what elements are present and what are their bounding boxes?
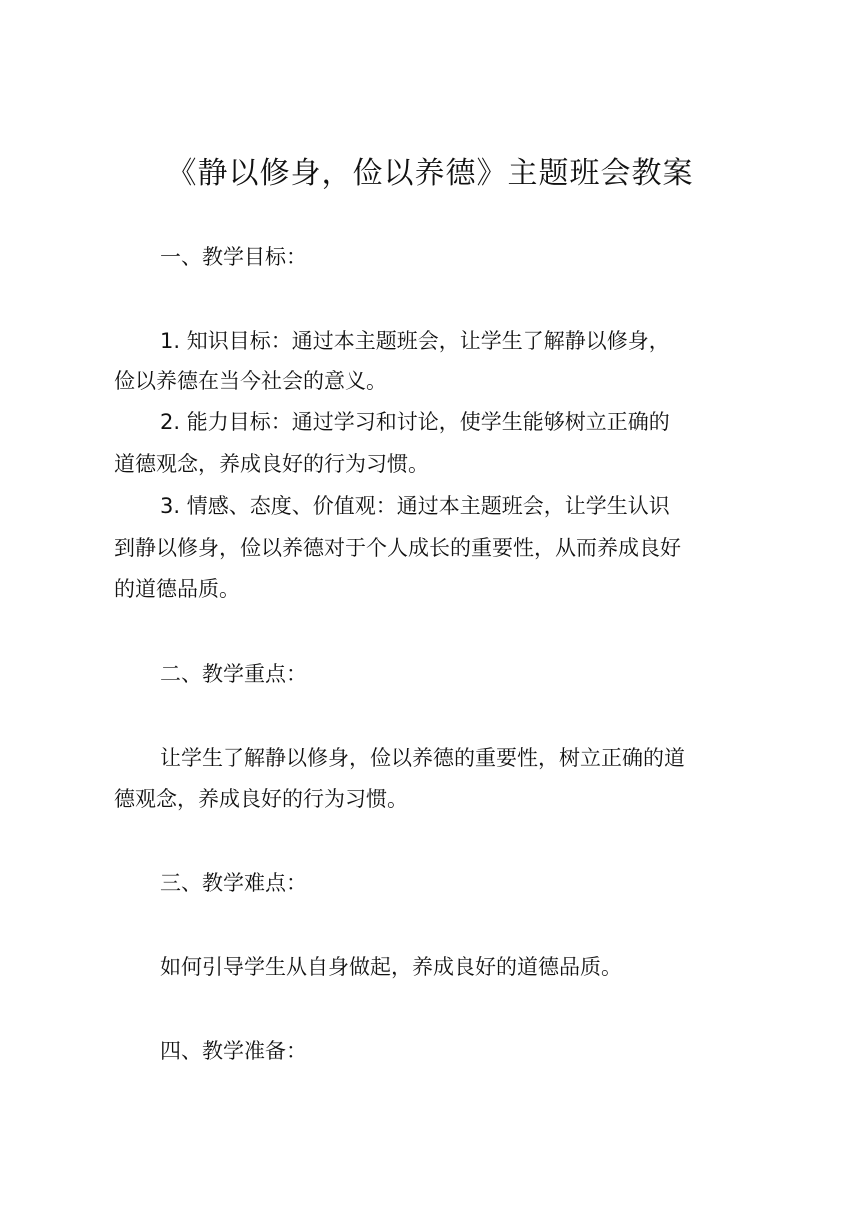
key-points-line-1: 让学生了解静以修身，俭以养德的重要性，树立正确的道 (160, 746, 685, 770)
difficulties-line-1: 如何引导学生从自身做起，养成良好的道德品质。 (160, 955, 622, 979)
section-heading-key-points: 二、教学重点： (160, 662, 307, 686)
section-heading-difficulties: 三、教学难点： (160, 871, 307, 895)
objective-2-line-1: 2. 能力目标：通过学习和讨论，使学生能够树立正确的 (160, 410, 670, 434)
objective-2-line-2: 道德观念，养成良好的行为习惯。 (114, 452, 429, 476)
objective-1-line-2: 俭以养德在当今社会的意义。 (114, 369, 387, 393)
section-heading-preparation: 四、教学准备： (160, 1039, 307, 1063)
objective-3-line-1: 3. 情感、态度、价值观：通过本主题班会，让学生认识 (160, 494, 670, 518)
document-title: 《静以修身，俭以养德》主题班会教案 (166, 156, 694, 191)
objective-3-line-3: 的道德品质。 (114, 577, 240, 601)
section-heading-objectives: 一、教学目标： (160, 245, 307, 269)
objective-1-line-1: 1. 知识目标：通过本主题班会，让学生了解静以修身， (160, 329, 670, 353)
objective-3-line-2: 到静以修身，俭以养德对于个人成长的重要性，从而养成良好 (114, 536, 681, 560)
key-points-line-2: 德观念，养成良好的行为习惯。 (114, 787, 408, 811)
